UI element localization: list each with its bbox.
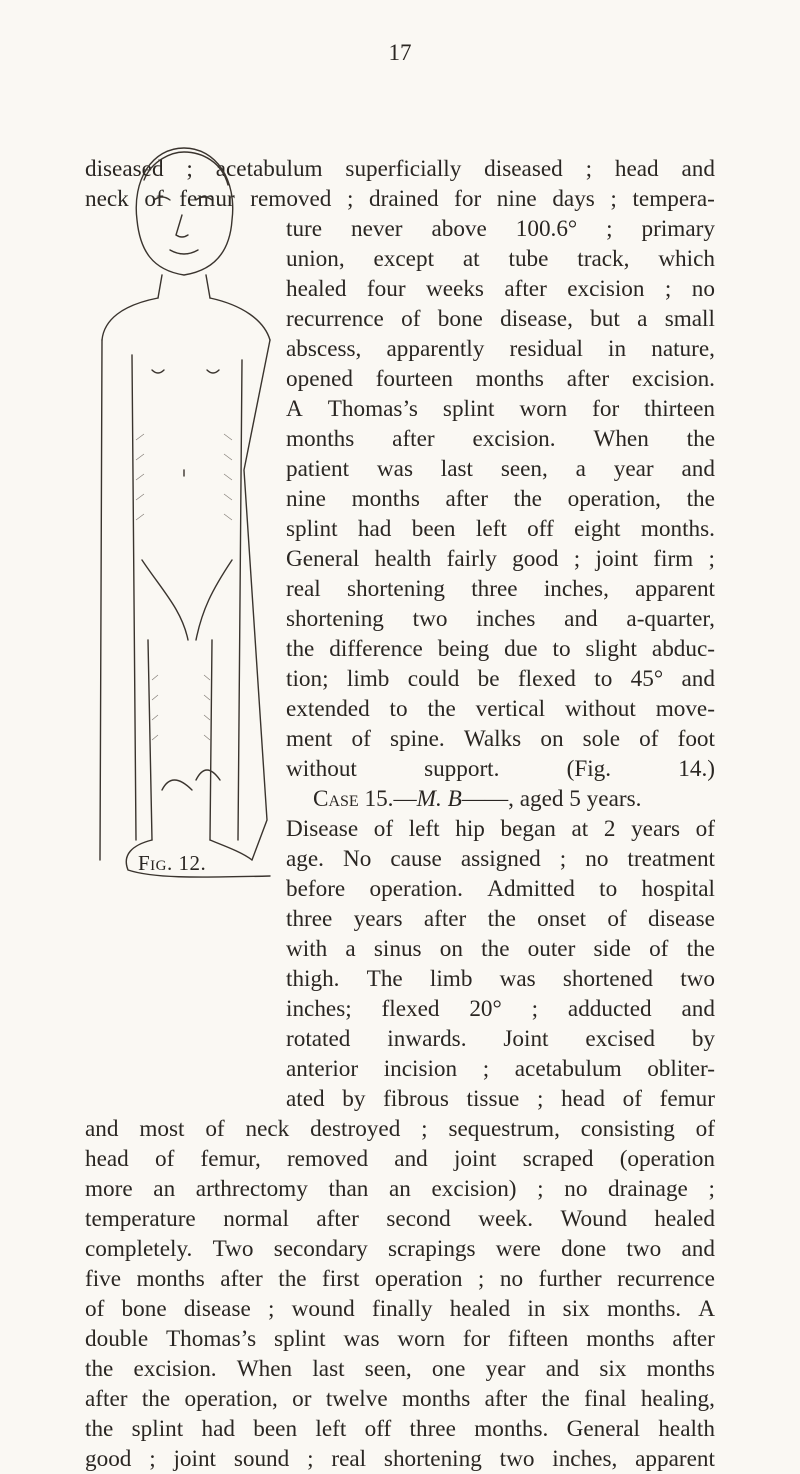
text-line: anterior incision ; acetabulum obliter- — [286, 1056, 715, 1082]
case-dash: —— — [461, 786, 509, 812]
text-line: ture never above 100.6° ; primary — [286, 216, 715, 242]
text-line: and most of neck destroyed ; sequestrum, consisting of — [85, 1116, 715, 1142]
text-line: good ; joint sound ; real shortening two inches, apparent — [85, 1446, 715, 1472]
text-line: ated by fibrous tissue ; head of femur — [286, 1086, 715, 1112]
text-line: thigh. The limb was shortened two — [286, 966, 715, 992]
text-line: patient was last seen, a year and — [286, 456, 715, 482]
text-line: completely. Two secondary scrapings were done two and — [85, 1236, 715, 1262]
text-line: head of femur, removed and joint scraped (operation — [85, 1146, 715, 1172]
text-line: tion; limb could be flexed to 45° and — [286, 666, 715, 692]
text-line: of bone disease ; wound finally healed in six months. A — [85, 1296, 715, 1322]
text-line: the difference being due to slight abduc- — [286, 636, 715, 662]
text-line: Disease of left hip began at 2 years of — [286, 816, 715, 842]
text-line: real shortening three inches, apparent — [286, 576, 715, 602]
text-line: with a sinus on the outer side of the — [286, 936, 715, 962]
text-line: months after excision. When the — [286, 426, 715, 452]
text-line: diseased ; acetabulum superficially diseased ; head and — [85, 156, 715, 182]
text-line: nine months after the operation, the — [286, 486, 715, 512]
case-heading-line — [313, 784, 715, 814]
text-line: after the operation, or twelve months after the final healing, — [85, 1386, 715, 1412]
case-initials: M. B — [416, 786, 462, 812]
page-number: 17 — [388, 40, 412, 65]
text-line: neck of femur removed ; drained for nine days ; tempera- — [85, 186, 715, 212]
text-line: inches; flexed 20° ; adducted and — [286, 996, 715, 1022]
text-line: five months after the first operation ; no further recurrence — [85, 1266, 715, 1292]
text-line: double Thomas’s splint was worn for fifteen months after — [85, 1326, 715, 1352]
text-line: rotated inwards. Joint excised by — [286, 1026, 715, 1052]
text-line: ment of spine. Walks on sole of foot — [286, 726, 715, 752]
text-line: extended to the vertical without move- — [286, 696, 715, 722]
case-details: , aged 5 years. — [508, 786, 642, 812]
text-line: union, except at tube track, which — [286, 246, 715, 272]
text-line: A Thomas’s splint worn for thirteen — [286, 396, 715, 422]
text-line: opened fourteen months after excision. — [286, 366, 715, 392]
text-line: age. No cause assigned ; no treatment — [286, 846, 715, 872]
text-line: without support. (Fig. 14.) — [286, 756, 715, 782]
text-line: more an arthrectomy than an excision) ; no drainage ; — [85, 1176, 715, 1202]
text-line: healed four weeks after excision ; no — [286, 276, 715, 302]
figure-caption: Fig. 12. — [138, 851, 207, 875]
case-label: Case 15.— — [313, 786, 417, 812]
text-line: temperature normal after second week. Wound healed — [85, 1206, 715, 1232]
text-line: the splint had been left off three months. General health — [85, 1416, 715, 1442]
text-line: three years after the onset of disease — [286, 906, 715, 932]
text-line: before operation. Admitted to hospital — [286, 876, 715, 902]
text-line: recurrence of bone disease, but a small — [286, 306, 715, 332]
text-line: abscess, apparently residual in nature, — [286, 336, 715, 362]
text-line: General health fairly good ; joint firm ; — [286, 546, 715, 572]
text-line: the excision. When last seen, one year and six months — [85, 1356, 715, 1382]
figure-12-illustration — [92, 140, 277, 885]
text-line: shortening two inches and a-quarter, — [286, 606, 715, 632]
text-line: splint had been left off eight months. — [286, 516, 715, 542]
